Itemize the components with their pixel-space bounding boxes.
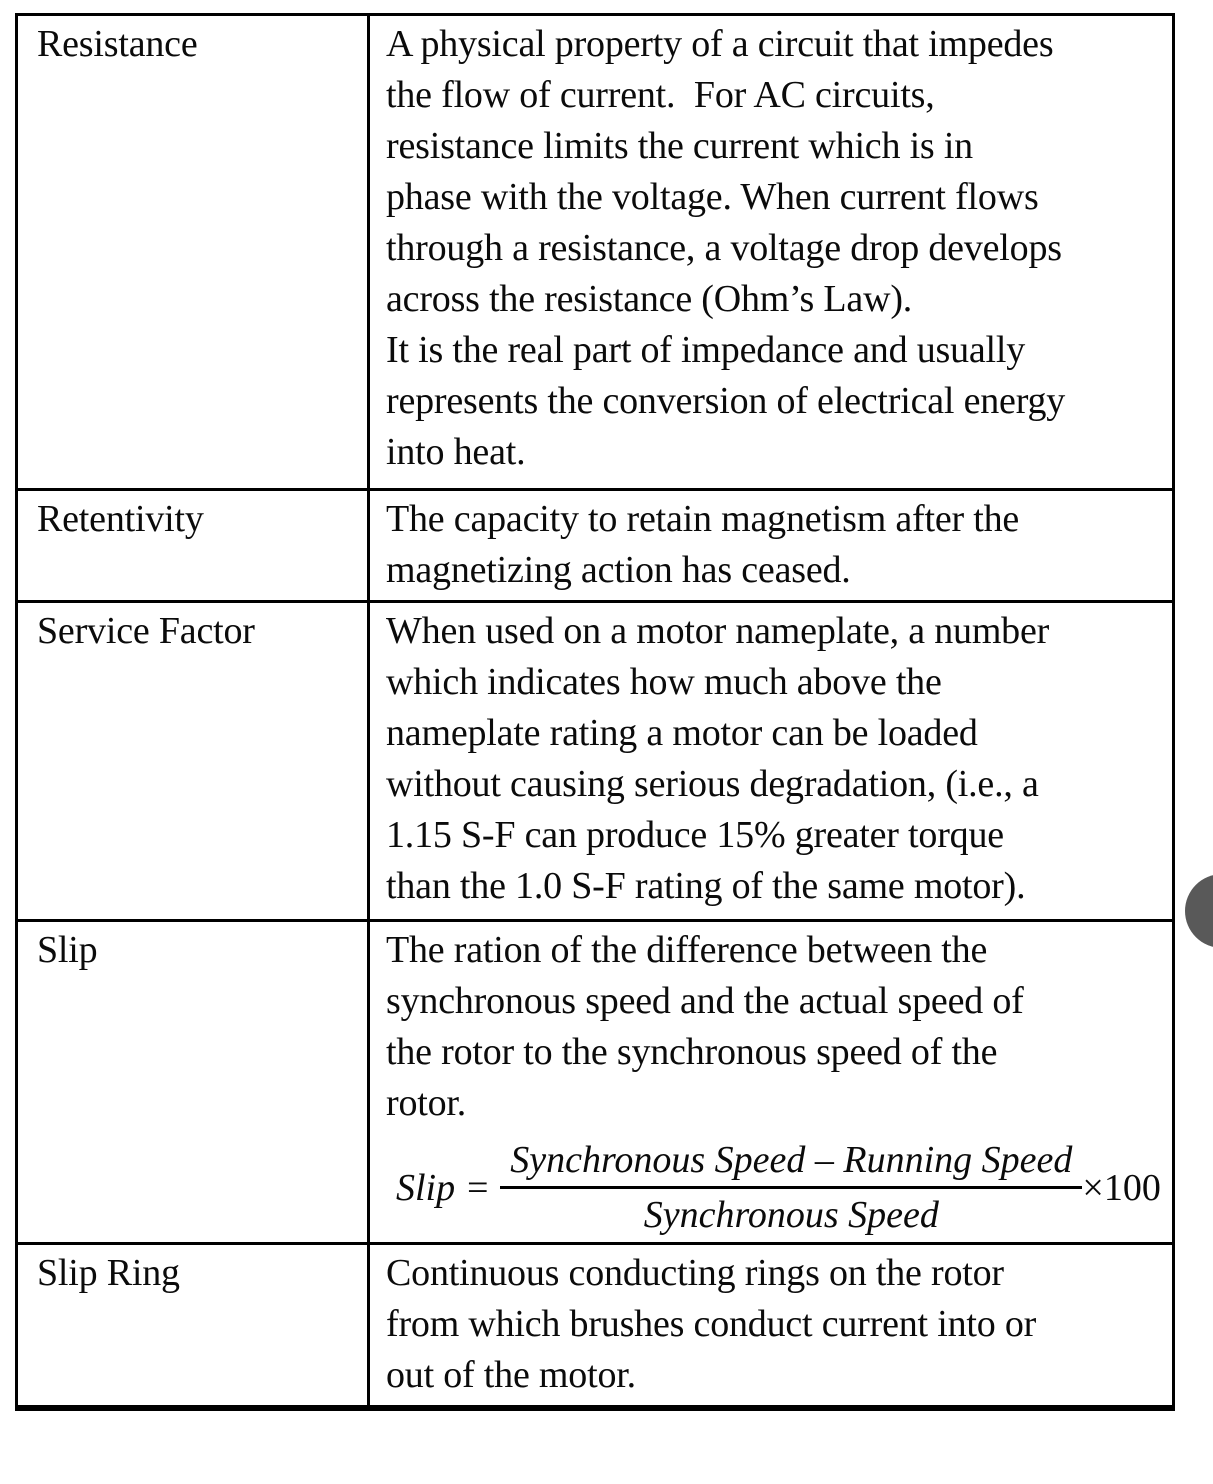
term-cell-retentivity xyxy=(17,490,369,602)
term-label: Slip Ring xyxy=(37,1252,180,1294)
term-cell-resistance xyxy=(17,15,369,490)
definition-line: synchronous speed and the actual speed of xyxy=(386,980,1024,1022)
term-cell-slip xyxy=(17,921,369,1244)
definition-line: without causing serious degradation, (i.e., a xyxy=(386,763,1039,805)
definition-line: A physical property of a circuit that impedes xyxy=(386,23,1054,65)
definition-line: the flow of current. For AC circuits, xyxy=(386,74,935,116)
definition-line: represents the conversion of electrical energy xyxy=(386,380,1066,422)
definition-line: than the 1.0 S-F rating of the same motor). xyxy=(386,865,1026,907)
definition-line: resistance limits the current which is in xyxy=(386,125,973,167)
formula-multiplier: ×100 xyxy=(1082,1166,1161,1209)
definition-line: the rotor to the synchronous speed of the xyxy=(386,1031,998,1073)
table-row xyxy=(17,1244,1174,1409)
definition-line: When used on a motor nameplate, a number xyxy=(386,610,1050,652)
definition-line: 1.15 S-F can produce 15% greater torque xyxy=(386,814,1004,856)
definition-line: The ration of the difference between the xyxy=(386,929,988,971)
term-label: Retentivity xyxy=(37,498,204,540)
table-row xyxy=(17,921,1174,1244)
definition-cell-service-factor xyxy=(369,602,1174,921)
definition-line: It is the real part of impedance and usually xyxy=(386,329,1026,371)
definition-line: phase with the voltage. When current flows xyxy=(386,176,1039,218)
formula-lhs: Slip = xyxy=(396,1166,491,1209)
definition-cell-slip-ring xyxy=(369,1244,1174,1409)
definition-line: nameplate rating a motor can be loaded xyxy=(386,712,978,754)
term-label: Slip xyxy=(37,929,98,971)
term-label: Resistance xyxy=(37,23,198,65)
definition-cell-slip xyxy=(369,921,1174,1244)
definition-line: through a resistance, a voltage drop develops xyxy=(386,227,1062,269)
formula-numerator: Synchronous Speed – Running Speed xyxy=(500,1137,1082,1189)
table-row xyxy=(17,602,1174,921)
term-cell-service-factor xyxy=(17,602,369,921)
definition-line: out of the motor. xyxy=(386,1354,636,1396)
definition-line: from which brushes conduct current into or xyxy=(386,1303,1037,1345)
glossary-table xyxy=(15,13,1175,1411)
definition-line: which indicates how much above the xyxy=(386,661,942,703)
term-label: Service Factor xyxy=(37,610,255,652)
definition-line: rotor. xyxy=(386,1082,467,1124)
formula-denominator: Synchronous Speed xyxy=(643,1194,939,1236)
definition-line: across the resistance (Ohm’s Law). xyxy=(386,278,913,320)
definition-line: The capacity to retain magnetism after the xyxy=(386,498,1020,540)
table-row xyxy=(17,490,1174,602)
definition-line: magnetizing action has ceased. xyxy=(386,549,851,591)
scroll-position-handle[interactable] xyxy=(1185,874,1213,948)
formula-fraction xyxy=(500,1137,1082,1238)
definition-cell-retentivity xyxy=(369,490,1174,602)
slip-formula xyxy=(386,1137,1166,1238)
definition-line: into heat. xyxy=(386,431,526,473)
term-cell-slip-ring xyxy=(17,1244,369,1409)
definition-line: Continuous conducting rings on the rotor xyxy=(386,1252,1004,1294)
table-row xyxy=(17,15,1174,490)
definition-cell-resistance xyxy=(369,15,1174,490)
